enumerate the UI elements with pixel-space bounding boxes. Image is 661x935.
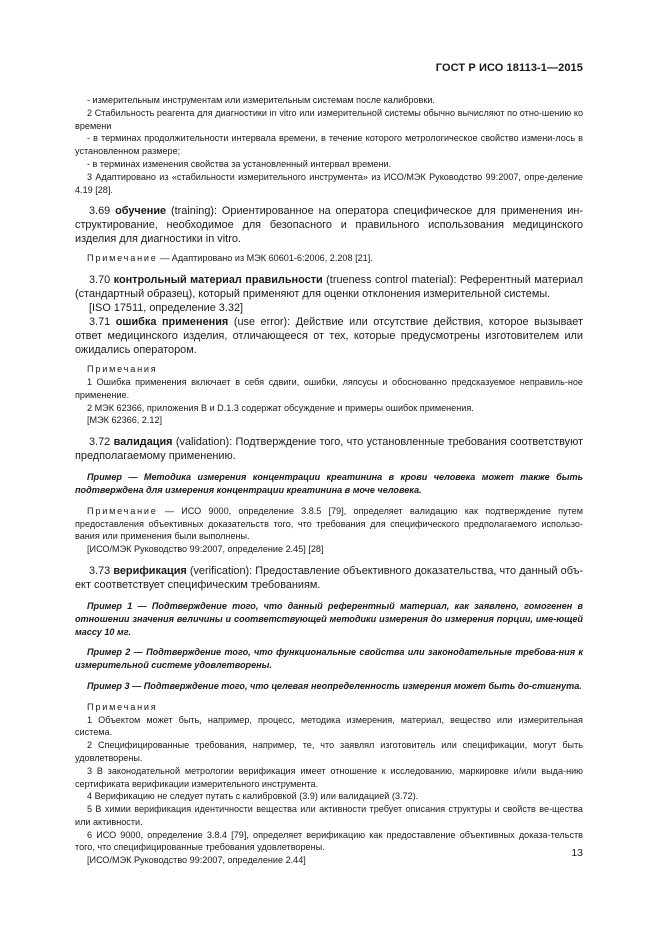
definition-term: контрольный материал правильности <box>113 274 323 287</box>
note-item: 5 В химии верификация идентичности вещества или активности требует описания структуры и свойств ве-щества или активности. <box>75 804 583 827</box>
definition-text: (training): Ориентированное на оператора специфическое для применения ин-структирование, необходимое для безопасного и правильного использования медицинского изделия для диагностики in vitro. <box>75 205 583 246</box>
definition-number: 3.73 <box>89 564 111 577</box>
definition-3-69 <box>75 204 583 246</box>
note-item: 1 Ошибка применения включает в себя сдвиги, ошибки, ляпсусы и обоснованно предсказуемое неправиль-ное применение. <box>75 376 583 400</box>
notes-label: Примечания <box>87 364 158 375</box>
note-item: 1 Объектом может быть, например, процесс, методика измерения, материал, вещество или измерительная система. <box>75 714 583 738</box>
definition-term: валидация <box>113 436 173 449</box>
definition-reference: [ISO 17511, определение 3.32] <box>89 302 244 315</box>
note-item: 2 Специфицированные требования, например, те, что заявлял изготовитель или спецификации, могут быть удовлетворены. <box>75 740 583 763</box>
definition-number: 3.72 <box>89 436 111 449</box>
example-text: Пример 3 — Подтверждение того, что целевая неопределенность измерения может быть до-стигнута. <box>87 680 582 691</box>
note-item: 6 ИСО 9000, определение 3.8.4 [79], определяет верификацию как предоставление объективных доказа-тельств того, что специфицированные требования удовлетворены. <box>75 829 583 853</box>
definition-3-70 <box>75 273 583 301</box>
note-label: Примечание <box>87 505 158 516</box>
definition-reference: [МЭК 62366, 2.12] <box>87 415 163 426</box>
definition-3-73 <box>75 564 583 592</box>
definition-note <box>75 505 583 543</box>
note-item: 3 В законодательной метрологии верификация имеет отношение к исследованию, маркировке и/или выда-нию сертификата верификации измерительного инструмента. <box>75 765 583 789</box>
note-line: 3 Адаптировано из «стабильности измерительного инструмента» из ИСО/МЭК Руководство 99:2007, опре-деление 4.19 [28]. <box>75 171 583 195</box>
definition-number: 3.71 <box>89 316 111 329</box>
document-header: ГОСТ Р ИСО 18113-1—2015 <box>435 62 583 74</box>
note-text: — ИСО 9000, определение 3.8.5 [79], определяет валидацию как подтверждение путем предоставления объективных доказательств того, что требования для специфического предполагаемого использо-вания или применения были выполнены. <box>75 505 583 542</box>
definition-number: 3.69 <box>89 205 111 218</box>
definition-number: 3.70 <box>89 274 111 287</box>
definition-term: обучение <box>115 205 167 218</box>
note-line: - в терминах продолжительности интервала времени, в течение которого метрологическое свойство измени-лось в установленном размере; <box>75 133 583 157</box>
note-item: 2 МЭК 62366, приложения В и D.1.3 содержат обсуждение и примеры ошибок применения. <box>87 402 474 413</box>
definition-text: (use error): Действие или отсутствие действия, которое вызывает ответ медицинского изделия, отличающееся от тех, которые предусмотрены изготовителем или ожидались оператором. <box>75 316 583 357</box>
definition-3-72 <box>75 435 583 463</box>
definition-text: (validation): Подтверждение того, что установленные требования соответствуют предполагаемому применению. <box>75 436 583 463</box>
definition-term: верификация <box>113 564 187 577</box>
definition-term: ошибка применения <box>115 316 229 329</box>
page-number: 13 <box>571 847 583 859</box>
note-label: Примечание <box>87 253 158 264</box>
note-line: - измерительным инструментам или измерительным системам после калибровки. <box>87 95 435 105</box>
definition-note <box>75 252 583 265</box>
example-text: Пример — Методика измерения концентрации креатинина в крови человека может также быть подтверждена для измерения концентрации креатинина в моче человека. <box>75 472 583 495</box>
definition-text: (trueness control material): Референтный материал (стандартный образец), который применяют для оценки отклонения измерительной системы. <box>75 274 584 301</box>
note-item: 4 Верификацию не следует путать с калибровкой (3.9) или валидацией (3.72). <box>87 791 419 802</box>
example-text: Пример 1 — Подтверждение того, что данный референтный материал, как заявлено, гомогенен в отношении значения величины и соответствующей методики измерения до измерения порции, име-ющей массу 10 мг. <box>75 600 583 637</box>
notes-label: Примечания <box>87 701 158 712</box>
document-body <box>75 94 583 867</box>
note-line: - в терминах изменения свойства за установленный интервал времени. <box>87 158 392 169</box>
definition-text: (verification): Предоставление объективного доказательства, что данный объ-ект соответствует специфическим требованиям. <box>75 564 584 591</box>
definition-reference: [ИСО/МЭК Руководство 99:2007, определение 2.45] [28] <box>87 544 324 555</box>
note-text: — Адаптировано из МЭК 60601-6:2006, 2.208 [21]. <box>157 253 373 264</box>
example-text: Пример 2 — Подтверждение того, что функциональные свойства или законодательные требова-ния к измерительной системе удовлетворены. <box>75 647 583 671</box>
definition-3-71 <box>75 315 583 357</box>
note-line: 2 Стабильность реагента для диагностики in vitro или измерительной системы обычно вычисляют по отно-шению ко времени <box>75 107 583 131</box>
definition-reference: [ИСО/МЭК Руководство 99:2007, определение 2.44] <box>87 855 306 866</box>
